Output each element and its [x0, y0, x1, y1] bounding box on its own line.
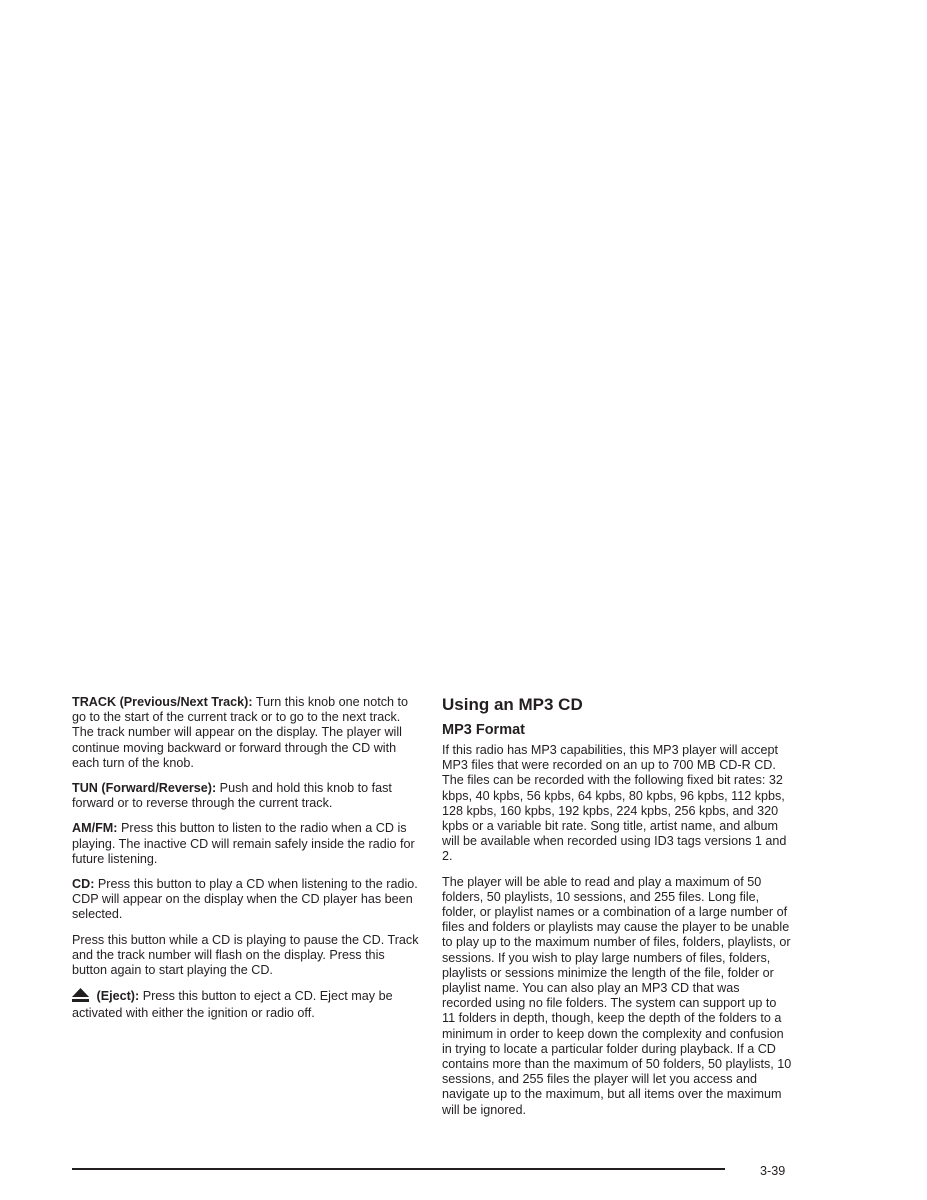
section-heading: Using an MP3 CD: [442, 695, 583, 714]
eject-term: (Eject):: [96, 989, 140, 1004]
track-text: Turn this knob one notch to go to the start of the current track or to go to the next track. The track number will appear on the display. The player will continue moving backward or forward through the CD with each turn of the knob.: [72, 695, 408, 770]
left-column: [72, 695, 422, 1032]
mp3-paragraph-2: The player will be able to read and play a maximum of 50 folders, 50 playlists, 10 sessions, and 255 files. Long file, folder, or playlist names or a combination of a large number of files and folders or playlists may cause the player to be unable to play up to the maximum number of files, folders, playlists, or sessions. If you wish to play large numbers of files, folders, playlists or sessions minimize the length of the file, folder or playlist name. You can also play an MP3 CD that was recorded using no file folders. The system can support up to 11 folders in depth, though, keep the depth of the folders to a minimum in order to keep down the complexity and confusion in trying to locate a particular folder during playback. If a CD contains more than the maximum of 50 folders, 50 playlists, 10 sessions, and 255 files the player will let you access and navigate up to the maximum, but all items over the maximum will be ignored.: [442, 874, 792, 1117]
tun-paragraph: [72, 781, 422, 811]
amfm-paragraph: [72, 821, 422, 867]
tun-term: TUN (Forward/Reverse):: [72, 781, 217, 796]
footer-rule: [72, 1168, 725, 1170]
pause-paragraph: Press this button while a CD is playing to pause the CD. Track and the track number will flash on the display. Press this button again to start playing the CD.: [72, 932, 419, 978]
track-paragraph: [72, 695, 422, 771]
eject-paragraph: [72, 988, 422, 1021]
amfm-term: AM/FM:: [72, 821, 118, 836]
cd-text: Press this button to play a CD when listening to the radio. CDP will appear on the display when the CD player has been selected.: [72, 877, 418, 922]
amfm-text: Press this button to listen to the radio when a CD is playing. The inactive CD will remain safely inside the radio for future listening.: [72, 821, 415, 866]
cd-paragraph: [72, 877, 422, 923]
right-column: [442, 695, 792, 1128]
eject-icon: [72, 988, 89, 1006]
tun-text: Push and hold this knob to fast forward or to reverse through the current track.: [72, 781, 392, 811]
section-subheading: MP3 Format: [442, 722, 525, 738]
mp3-paragraph-1: If this radio has MP3 capabilities, this MP3 player will accept MP3 files that were recorded on an up to 700 MB CD-R CD. The files can be recorded with the following fixed bit rates: 32 kbps, 40 kpbs, 56 kpbs, 64 kpbs, 80 kpbs, 96 kpbs, 112 kpbs, 128 kpbs, 160 kpbs, 192 kpbs, 224 kpbs, 256 kpbs, and 320 kpbs or a variable bit rate. Song title, artist name, and album will be available when recorded using ID3 tags versions 1 and 2.: [442, 743, 787, 864]
eject-text: Press this button to eject a CD. Eject may be activated with either the ignition or radio off.: [72, 989, 393, 1021]
track-term: TRACK (Previous/Next Track):: [72, 695, 253, 709]
cd-term: CD:: [72, 877, 95, 892]
page-number: 3-39: [760, 1164, 786, 1178]
